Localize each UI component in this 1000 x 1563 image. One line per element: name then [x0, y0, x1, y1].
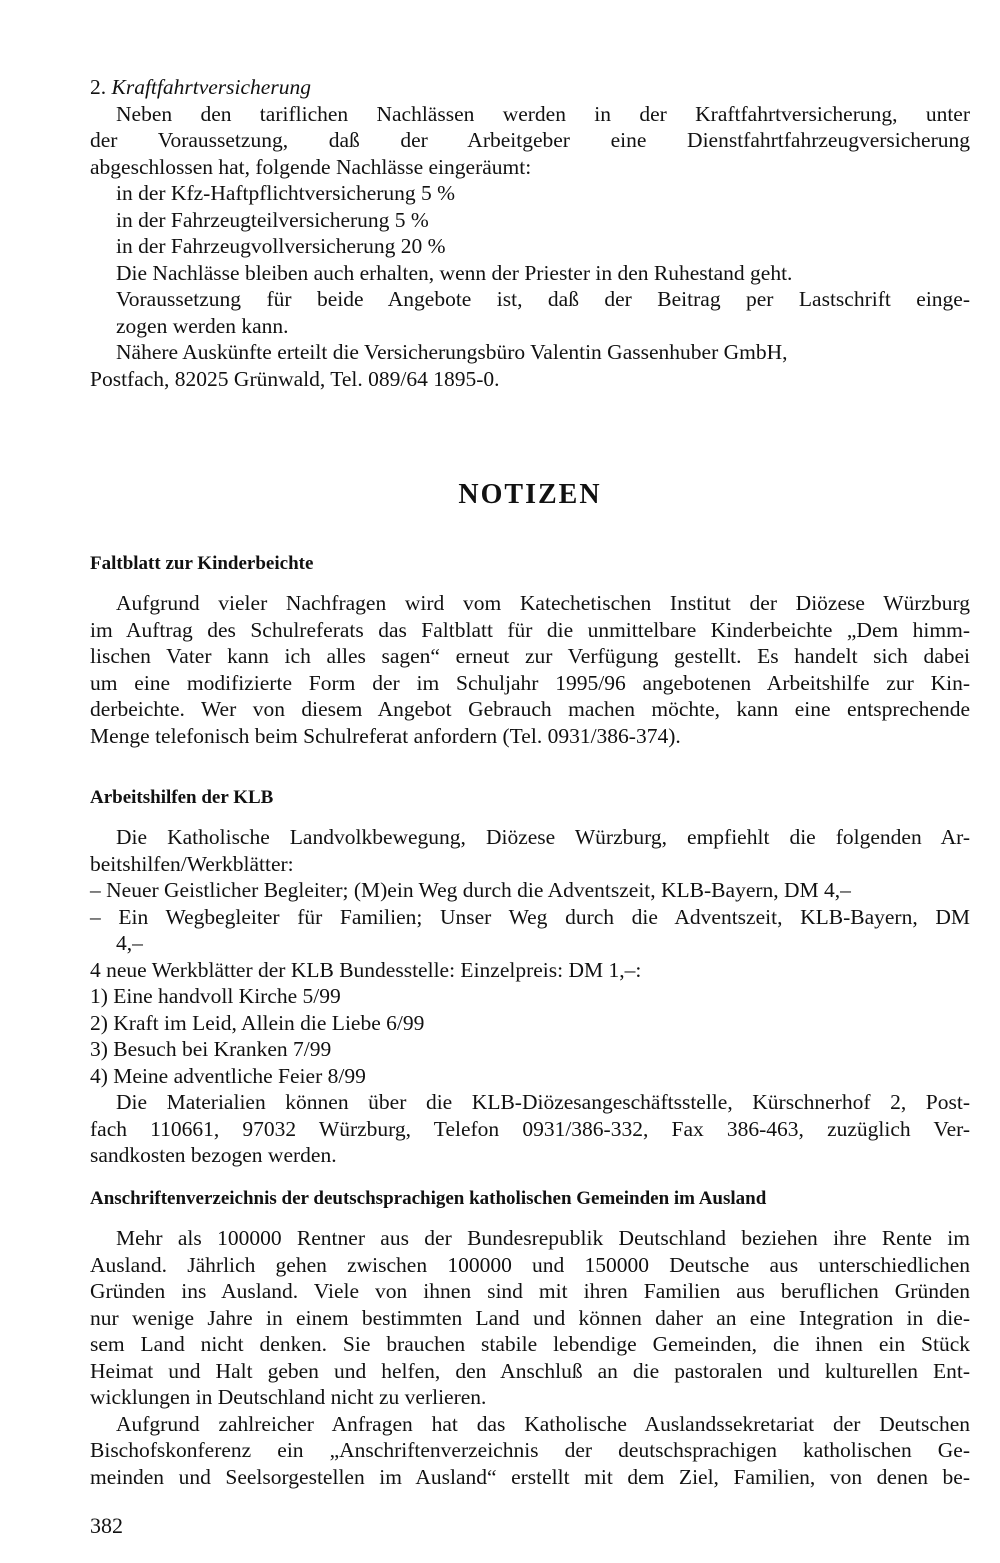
dash-list-item-continuation: 4,– — [116, 931, 143, 955]
paragraph-line: Menge telefonisch beim Schulreferat anfordern (Tel. 0931/386-374). — [90, 723, 681, 748]
paragraph-line: Die Nachlässe bleiben auch erhalten, wenn der Priester in den Ruhestand geht. — [116, 260, 793, 285]
numbered-list-item: 1) Eine handvoll Kirche 5/99 — [90, 984, 341, 1008]
section-title — [90, 74, 970, 101]
paragraph-line: sandkosten bezogen werden. — [90, 1143, 337, 1167]
paragraph-line: Heimat und Halt geben und helfen, den Anschluß an die pastoralen und kulturellen Ent- — [90, 1358, 970, 1383]
klb-section — [90, 824, 970, 1169]
dash-list-item: – Ein Wegbegleiter für Familien; Unser Weg durch die Adventszeit, KLB-Bayern, DM — [90, 904, 970, 929]
section-title-text: Kraftfahrtversicherung — [111, 75, 311, 99]
paragraph-line: Neben den tariflichen Nachlässen werden in der Kraftfahrtversicherung, unter — [116, 101, 970, 126]
ausland-heading: Anschriftenverzeichnis der deutschsprachigen katholischen Gemeinden im Ausland — [90, 1188, 767, 1209]
paragraph-line: nur wenige Jahre in einem bestimmten Land und können daher an eine Integration in die- — [90, 1305, 970, 1330]
paragraph-line: abgeschlossen hat, folgende Nachlässe eingeräumt: — [90, 154, 532, 179]
paragraph-line: der Voraussetzung, daß der Arbeitgeber eine Dienstfahrtfahrzeugversicherung — [90, 128, 970, 152]
paragraph-line: Nähere Auskünfte erteilt die Versicherungsbüro Valentin Gassenhuber GmbH, — [116, 340, 788, 364]
faltblatt-heading: Faltblatt zur Kinderbeichte — [90, 553, 314, 574]
paragraph-line: Bischofskonferenz ein „Anschriftenverzeichnis der deutschsprachigen katholischen Ge- — [90, 1438, 970, 1462]
paragraph-line: Gründen ins Ausland. Viele von ihnen sind mit ihren Familien aus beruflichen Gründen — [90, 1279, 970, 1303]
paragraph-line: Die Materialien können über die KLB-Diözesangeschäftsstelle, Kürschnerhof 2, Post- — [116, 1090, 970, 1114]
list-item: in der Fahrzeugvollversicherung 20 % — [116, 234, 446, 258]
ausland-section — [90, 1225, 970, 1490]
paragraph-line: lischen Vater kann ich alles sagen“ erneut zur Verfügung gestellt. Es handelt sich dabei — [90, 644, 970, 668]
numbered-list-item: 4) Meine adventliche Feier 8/99 — [90, 1063, 366, 1088]
paragraph-line: Aufgrund vieler Nachfragen wird vom Katechetischen Institut der Diözese Würzburg — [116, 591, 970, 615]
paragraph-line: Die Katholische Landvolkbewegung, Diözese Würzburg, empfiehlt die folgenden Ar- — [116, 825, 970, 849]
list-item: in der Kfz-Haftpflichtversicherung 5 % — [116, 181, 456, 205]
notizen-heading: NOTIZEN — [458, 479, 602, 510]
klb-heading: Arbeitshilfen der KLB — [90, 787, 274, 808]
paragraph-line: Mehr als 100000 Rentner aus der Bundesrepublik Deutschland beziehen ihre Rente im — [116, 1226, 970, 1250]
faltblatt-paragraph — [90, 590, 970, 749]
paragraph-line: Aufgrund zahlreicher Anfragen hat das Katholische Auslandssekretariat der Deutschen — [116, 1411, 970, 1436]
paragraph-line: derbeichte. Wer von diesem Angebot Gebrauch machen möchte, kann eine entsprechende — [90, 697, 970, 721]
kraftfahrt-section — [90, 74, 970, 392]
paragraph-line: beitshilfen/Werkblätter: — [90, 851, 294, 876]
page-number: 382 — [90, 1513, 123, 1538]
paragraph-line: wicklungen in Deutschland nicht zu verlieren. — [90, 1385, 487, 1409]
paragraph-line: meinden und Seelsorgestellen im Ausland“ erstellt mit dem Ziel, Familien, von denen be- — [90, 1464, 970, 1489]
paragraph-line: fach 110661, 97032 Würzburg, Telefon 0931/386-332, Fax 386-463, zuzüglich Ver- — [90, 1116, 970, 1141]
dash-list-item: – Neuer Geistlicher Begleiter; (M)ein Weg durch die Adventszeit, KLB-Bayern, DM 4,– — [90, 878, 851, 902]
list-item: in der Fahrzeugteilversicherung 5 % — [116, 207, 429, 232]
paragraph-line: 4 neue Werkblätter der KLB Bundesstelle: Einzelpreis: DM 1,–: — [90, 957, 642, 982]
numbered-list-item: 2) Kraft im Leid, Allein die Liebe 6/99 — [90, 1010, 425, 1035]
paragraph-line: im Auftrag des Schulreferats das Faltblatt für die unmittelbare Kinderbeichte „Dem himm- — [90, 617, 970, 642]
section-number: 2. — [90, 75, 107, 99]
paragraph-line: zogen werden kann. — [116, 313, 289, 338]
paragraph-line: Ausland. Jährlich gehen zwischen 100000 und 150000 Deutsche aus unterschiedlichen — [90, 1252, 970, 1277]
paragraph-line: um eine modifizierte Form der im Schuljahr 1995/96 angebotenen Arbeitshilfe zur Kin- — [90, 670, 970, 695]
numbered-list-item: 3) Besuch bei Kranken 7/99 — [90, 1037, 332, 1061]
paragraph-line: Voraussetzung für beide Angebote ist, daß der Beitrag per Lastschrift einge- — [116, 287, 970, 311]
paragraph-line: sem Land nicht denken. Sie brauchen stabile lebendige Gemeinden, die ihnen ein Stück — [90, 1332, 970, 1356]
paragraph-line: Postfach, 82025 Grünwald, Tel. 089/64 1895-0. — [90, 366, 500, 391]
